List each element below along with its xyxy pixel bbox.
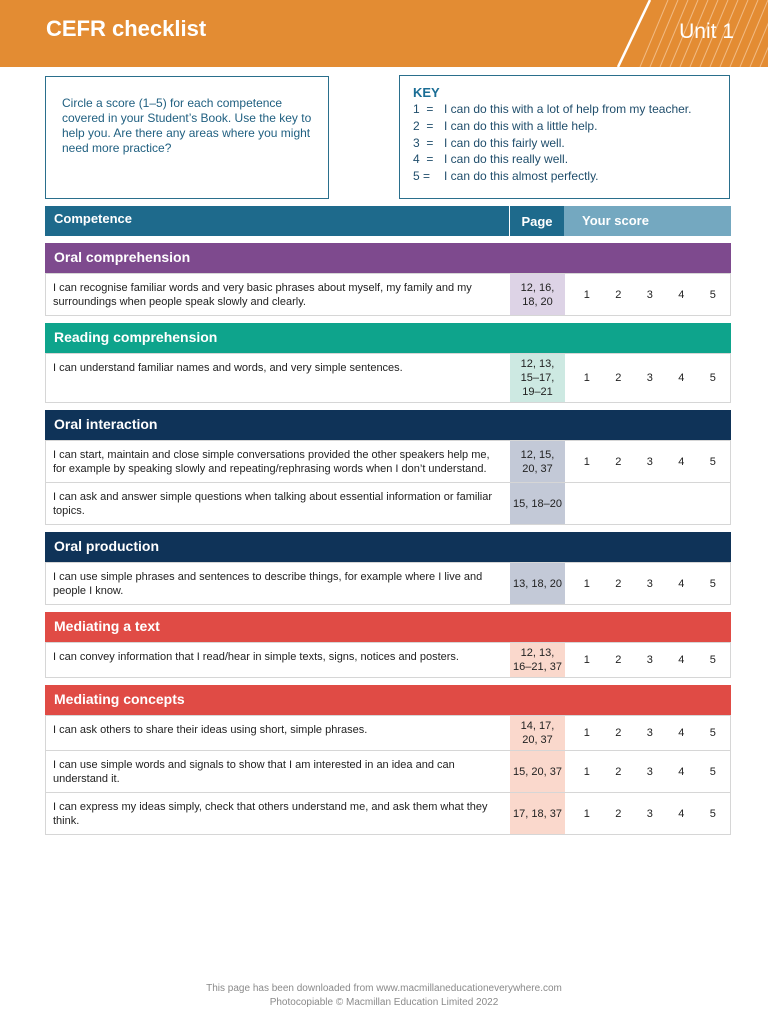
key-item	[413, 135, 716, 152]
score-options	[565, 354, 730, 402]
score-option[interactable]: 5	[709, 807, 716, 820]
score-option[interactable]: 3	[646, 577, 653, 590]
score-options	[565, 716, 730, 750]
score-option[interactable]: 2	[615, 727, 622, 739]
table-row	[45, 273, 731, 316]
score-option[interactable]: 1	[583, 455, 590, 468]
score-option[interactable]: 4	[678, 455, 685, 468]
section-header: Mediating a text	[45, 612, 731, 642]
key-description: I can do this almost perfectly.	[444, 169, 599, 184]
key-description: I can do this with a little help.	[444, 118, 598, 133]
score-options	[565, 563, 730, 604]
competence-statement: I can use simple words and signals to show that I am interested in an idea and can understand it.	[53, 759, 455, 785]
score-option[interactable]: 1	[583, 577, 590, 590]
score-option[interactable]: 4	[678, 577, 685, 590]
key-title: KEY	[413, 85, 440, 100]
table-row	[45, 751, 731, 793]
score-option[interactable]: 1	[583, 654, 590, 666]
score-option[interactable]: 2	[615, 372, 622, 384]
table-row	[45, 353, 731, 403]
key-item	[413, 151, 716, 168]
score-option[interactable]: 1	[583, 807, 590, 820]
competence-section	[45, 323, 731, 403]
score-option[interactable]: 3	[646, 765, 653, 778]
competence-statement: I can understand familiar names and words, and very simple sentences.	[53, 362, 403, 374]
page-reference: 14, 17, 20, 37	[510, 716, 565, 750]
page-reference: 12, 16, 18, 20	[510, 274, 565, 315]
unit-label: Unit 1	[679, 20, 734, 43]
key-number: 3 =	[413, 135, 434, 150]
key-number: 2 =	[413, 118, 434, 133]
score-option[interactable]: 5	[709, 727, 716, 739]
competence-section	[45, 612, 731, 678]
table-row	[45, 793, 731, 835]
score-option[interactable]: 4	[678, 654, 685, 666]
competence-statement: I can express my ideas simply, check that others understand me, and ask them what they think.	[53, 801, 488, 827]
key-number: 4 =	[413, 152, 434, 167]
score-option[interactable]: 3	[646, 288, 653, 301]
score-option[interactable]: 2	[615, 577, 622, 590]
score-options	[565, 751, 730, 792]
score-option[interactable]: 5	[709, 654, 716, 666]
section-header: Mediating concepts	[45, 685, 731, 715]
instructions-text: Circle a score (1–5) for each competence covered in your Student’s Book. Use the key to help you. Are there any areas where you might need more practice?	[62, 96, 312, 155]
score-option[interactable]: 4	[678, 727, 685, 739]
key-box	[399, 75, 730, 199]
checklist-table	[45, 206, 731, 835]
competence-statement: I can ask others to share their ideas using short, simple phrases.	[53, 724, 368, 736]
score-option[interactable]: 2	[615, 455, 622, 468]
competence-header: Competence	[45, 206, 509, 236]
key-item	[413, 168, 716, 185]
score-option[interactable]: 5	[709, 372, 716, 384]
score-option[interactable]: 4	[678, 288, 685, 301]
competence-statement: I can start, maintain and close simple conversations provided the other speakers help me, for example by speaking slowly and repeating/rephrasing words when I don’t understand.	[53, 449, 490, 475]
competence-statement: I can convey information that I read/hear in simple texts, signs, notices and posters.	[53, 651, 459, 663]
page-reference: 12, 13, 16–21, 37	[510, 643, 565, 677]
footer-copyright: Photocopiable © Macmillan Education Limited 2022	[269, 997, 499, 1008]
key-description: I can do this fairly well.	[444, 135, 565, 150]
key-list	[413, 101, 716, 185]
instructions-box	[45, 76, 329, 199]
score-options	[565, 793, 730, 834]
score-options	[565, 274, 730, 315]
score-option[interactable]: 2	[615, 654, 622, 666]
page-header: Page	[509, 206, 564, 236]
page-reference: 15, 18–20	[510, 483, 565, 524]
score-option[interactable]: 2	[615, 807, 622, 820]
competence-statement: I can use simple phrases and sentences to describe things, for example where I live and people I know.	[53, 571, 483, 597]
score-option[interactable]: 4	[678, 372, 685, 384]
competence-section	[45, 410, 731, 525]
page-reference: 15, 20, 37	[510, 751, 565, 792]
score-option[interactable]: 3	[646, 807, 653, 820]
key-item	[413, 101, 716, 118]
section-header: Oral production	[45, 532, 731, 562]
key-item	[413, 118, 716, 135]
table-row	[45, 715, 731, 751]
key-description: I can do this really well.	[444, 152, 569, 167]
score-option[interactable]: 1	[583, 288, 590, 301]
score-options	[565, 483, 730, 524]
score-option[interactable]: 3	[646, 654, 653, 666]
header-banner	[0, 0, 768, 67]
score-option[interactable]: 4	[678, 807, 685, 820]
key-description: I can do this with a lot of help from my teacher.	[444, 102, 692, 116]
score-option[interactable]: 1	[583, 727, 590, 739]
score-option[interactable]: 1	[583, 765, 590, 778]
score-option[interactable]: 5	[709, 288, 716, 301]
score-option[interactable]: 5	[709, 577, 716, 590]
section-header: Oral comprehension	[45, 243, 731, 273]
page-reference: 17, 18, 37	[510, 793, 565, 834]
table-row	[45, 483, 731, 525]
score-header: Your score	[564, 206, 731, 236]
key-number: 1 =	[413, 102, 434, 116]
page-reference: 12, 15, 20, 37	[510, 441, 565, 482]
table-row	[45, 562, 731, 605]
competence-statement: I can recognise familiar words and very basic phrases about myself, my family and my surroundings when people speak slowly and clearly.	[53, 282, 472, 308]
page-title: CEFR checklist	[46, 16, 207, 41]
score-option[interactable]: 4	[678, 765, 685, 778]
competence-section	[45, 243, 731, 316]
table-row	[45, 440, 731, 483]
score-option[interactable]: 2	[615, 288, 622, 301]
competence-section	[45, 532, 731, 605]
score-option[interactable]: 3	[646, 372, 653, 384]
table-row	[45, 642, 731, 678]
score-option[interactable]: 3	[646, 455, 653, 468]
sections-container	[45, 243, 731, 835]
page-reference: 12, 13, 15–17, 19–21	[510, 354, 565, 402]
score-options	[565, 643, 730, 677]
score-option[interactable]: 5	[709, 455, 716, 468]
competence-section	[45, 685, 731, 835]
score-option[interactable]: 1	[583, 372, 590, 384]
page-reference: 13, 18, 20	[510, 563, 565, 604]
footer-download-note: This page has been downloaded from www.macmillaneducationeverywhere.com	[206, 983, 562, 994]
table-header	[45, 206, 731, 236]
score-option[interactable]: 2	[615, 765, 622, 778]
footer	[0, 982, 768, 1010]
key-number: 5 =	[413, 169, 431, 184]
score-options	[565, 441, 730, 482]
section-header: Oral interaction	[45, 410, 731, 440]
score-option[interactable]: 3	[646, 727, 653, 739]
section-header: Reading comprehension	[45, 323, 731, 353]
competence-statement: I can ask and answer simple questions when talking about essential information or familiar topics.	[53, 491, 493, 517]
score-option[interactable]: 5	[709, 765, 716, 778]
